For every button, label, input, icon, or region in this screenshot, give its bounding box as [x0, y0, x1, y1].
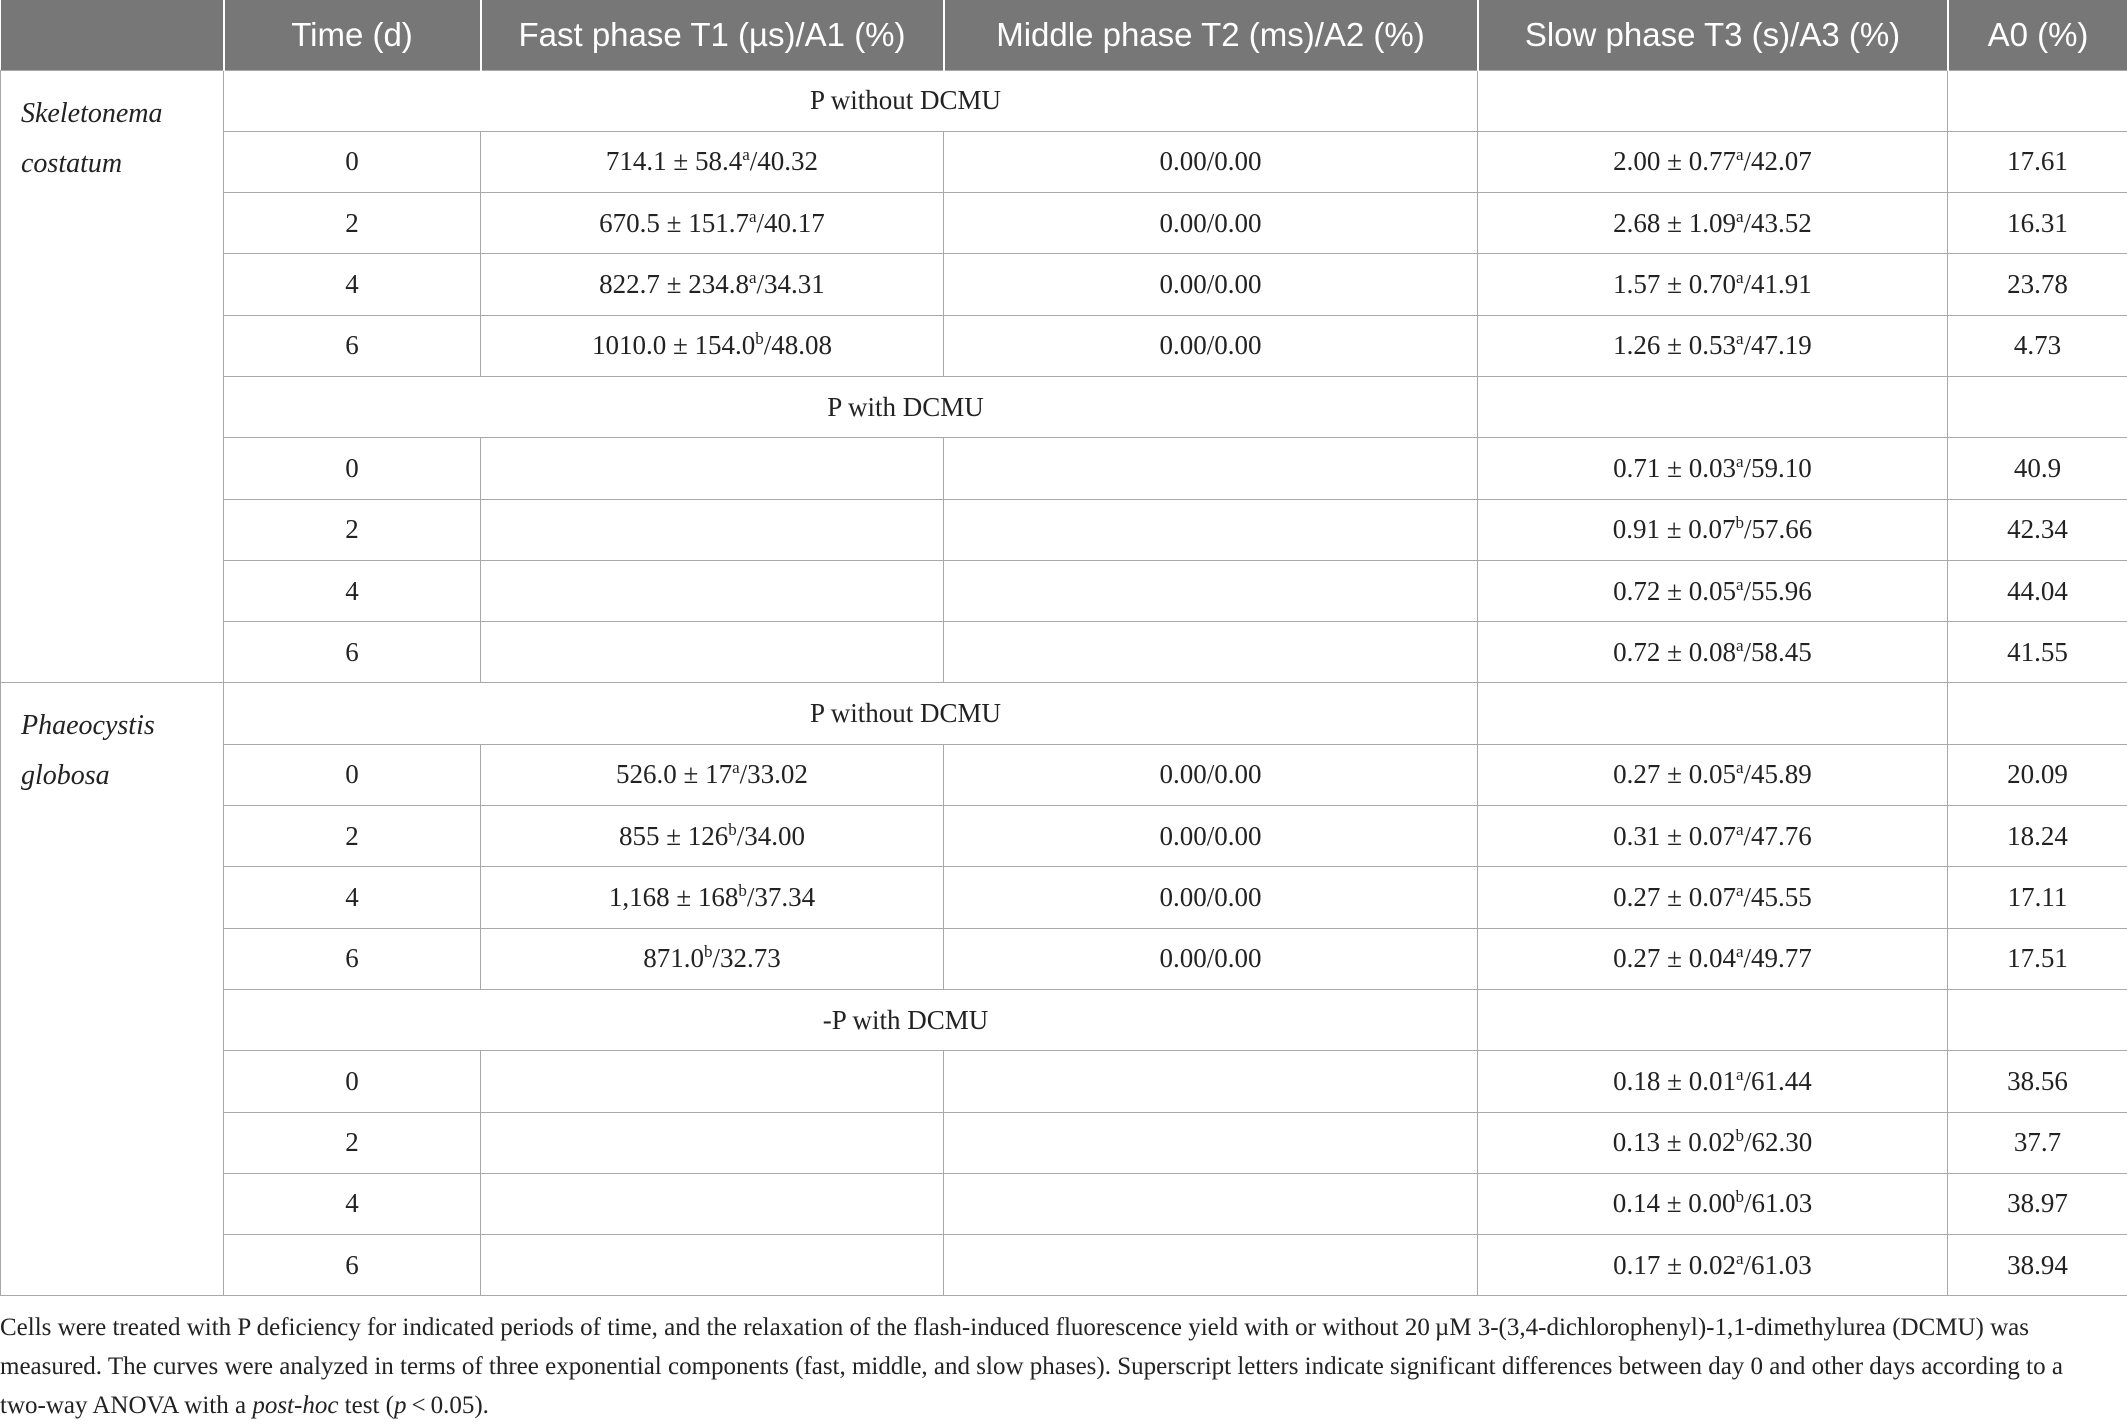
table-row: [1, 1235, 2127, 1296]
header-row: [1, 0, 2127, 70]
group-empty-cell: [1948, 70, 2127, 131]
group-label-cell: [224, 989, 1478, 1050]
slow-phase-cell: [1478, 1112, 1948, 1173]
fast-phase-cell: [481, 315, 944, 376]
slow-phase-cell-percent: /57.66: [1744, 514, 1813, 545]
group-label: P without DCMU: [809, 85, 1002, 116]
a0-cell: 23.78: [1948, 254, 2127, 315]
fast-phase-cell-superscript: a: [749, 268, 757, 288]
slow-phase-cell-percent: /49.77: [1743, 943, 1812, 974]
a0-cell: 37.7: [1948, 1112, 2127, 1173]
time-cell: 4: [224, 560, 481, 621]
slow-phase-cell-percent: /55.96: [1743, 575, 1812, 606]
table-body: [1, 70, 2127, 1296]
slow-phase-cell: [1478, 1051, 1948, 1112]
fast-phase-cell-percent: /37.34: [746, 882, 816, 912]
fast-phase-cell-superscript: b: [755, 329, 764, 349]
time-cell: 6: [224, 928, 481, 989]
slow-phase-cell-percent: /45.55: [1743, 882, 1812, 912]
slow-phase-cell-percent: /59.10: [1743, 452, 1812, 483]
slow-phase-cell-percent: /61.03: [1743, 1249, 1812, 1280]
slow-phase-cell-percent: /62.30: [1744, 1127, 1813, 1158]
table-row: [1, 744, 2127, 805]
group-label-cell: [224, 70, 1478, 131]
group-row: [1, 989, 2127, 1050]
group-label: P without DCMU: [809, 698, 1002, 729]
middle-phase-cell: [944, 622, 1478, 683]
fast-phase-cell: [481, 193, 944, 254]
middle-phase-cell: 0.00/0.00: [944, 744, 1478, 805]
slow-phase-cell: [1478, 315, 1948, 376]
fast-phase-cell: [481, 806, 944, 867]
a0-cell: 17.11: [1948, 867, 2127, 928]
slow-phase-cell-value: 2.00 ± 0.77: [1613, 146, 1736, 177]
a0-cell: 17.61: [1948, 131, 2127, 192]
time-cell: 0: [224, 438, 481, 499]
a0-cell: 20.09: [1948, 744, 2127, 805]
slow-phase-cell: [1478, 254, 1948, 315]
group-empty-cell: [1948, 376, 2127, 437]
fast-phase-cell-value: 871.0: [643, 943, 704, 974]
slow-phase-cell-superscript: a: [1736, 1248, 1744, 1268]
a0-cell: 38.97: [1948, 1173, 2127, 1234]
slow-phase-cell-superscript: a: [1736, 329, 1744, 349]
fast-phase-cell-superscript: a: [732, 758, 740, 778]
fast-phase-cell: [481, 744, 944, 805]
slow-phase-cell-value: 0.72 ± 0.05: [1613, 575, 1736, 606]
header-fast-phase: Fast phase T1 (µs)/A1 (%): [481, 0, 944, 70]
time-cell: 0: [224, 131, 481, 192]
group-label-cell: [224, 376, 1478, 437]
table-row: [1, 806, 2127, 867]
table-row: [1, 1173, 2127, 1234]
fast-phase-cell-superscript: a: [749, 206, 757, 226]
fast-phase-cell-superscript: b: [728, 819, 737, 839]
slow-phase-cell-superscript: b: [1735, 1126, 1745, 1146]
fast-phase-cell-value: 714.1 ± 58.4: [605, 146, 743, 177]
fast-phase-cell: [481, 622, 944, 683]
species-name-line1: Skeletonema: [21, 97, 163, 129]
middle-phase-cell: [944, 438, 1478, 499]
fast-phase-cell: [481, 560, 944, 621]
slow-phase-cell-superscript: b: [1735, 513, 1745, 533]
group-row: [1, 70, 2127, 131]
group-empty-cell: [1478, 376, 1948, 437]
fast-phase-cell-value: 670.5 ± 151.7: [599, 207, 749, 238]
group-row: [1, 376, 2127, 437]
time-cell: 6: [224, 315, 481, 376]
fast-phase-cell-value: 822.7 ± 234.8: [599, 269, 749, 300]
slow-phase-cell-superscript: a: [1736, 145, 1744, 165]
slow-phase-cell-value: 0.27 ± 0.05: [1613, 759, 1736, 790]
table-row: [1, 867, 2127, 928]
middle-phase-cell: 0.00/0.00: [944, 806, 1478, 867]
slow-phase-cell-value: 0.17 ± 0.02: [1613, 1249, 1736, 1280]
time-cell: 0: [224, 1051, 481, 1112]
table-row: [1, 1112, 2127, 1173]
slow-phase-cell-superscript: a: [1736, 574, 1744, 594]
slow-phase-cell: [1478, 1173, 1948, 1234]
table-row: [1, 438, 2127, 499]
slow-phase-cell-value: 0.14 ± 0.00: [1612, 1188, 1736, 1219]
slow-phase-cell-value: 0.31 ± 0.07: [1613, 820, 1736, 851]
slow-phase-cell-superscript: a: [1736, 758, 1744, 778]
slow-phase-cell-percent: /41.91: [1743, 269, 1812, 300]
fast-phase-cell: [481, 1235, 944, 1296]
middle-phase-cell: 0.00/0.00: [944, 254, 1478, 315]
fast-phase-cell-percent: /34.31: [756, 269, 825, 300]
time-cell: 2: [224, 193, 481, 254]
slow-phase-cell: [1478, 438, 1948, 499]
table-header: [1, 0, 2127, 70]
slow-phase-cell-value: 0.91 ± 0.07: [1612, 514, 1736, 545]
fast-phase-cell: [481, 867, 944, 928]
table-row: [1, 315, 2127, 376]
a0-cell: 4.73: [1948, 315, 2127, 376]
a0-cell: 44.04: [1948, 560, 2127, 621]
middle-phase-cell: [944, 560, 1478, 621]
table-row: [1, 1051, 2127, 1112]
table-row: [1, 560, 2127, 621]
species-name-line2: costatum: [21, 147, 123, 179]
group-row: [1, 683, 2127, 744]
middle-phase-cell: [944, 1235, 1478, 1296]
slow-phase-cell-percent: /61.44: [1743, 1065, 1812, 1096]
header-a0: A0 (%): [1948, 0, 2127, 70]
a0-cell: 40.9: [1948, 438, 2127, 499]
fast-phase-cell-superscript: b: [703, 942, 713, 962]
a0-cell: 42.34: [1948, 499, 2127, 560]
fast-phase-cell-percent: /48.08: [763, 330, 833, 361]
slow-phase-cell-superscript: b: [1735, 1187, 1745, 1207]
slow-phase-cell-value: 2.68 ± 1.09: [1613, 207, 1736, 238]
slow-phase-cell-percent: /58.45: [1743, 636, 1812, 667]
slow-phase-cell: [1478, 499, 1948, 560]
slow-phase-cell: [1478, 744, 1948, 805]
fast-phase-cell: [481, 131, 944, 192]
middle-phase-cell: [944, 1173, 1478, 1234]
a0-cell: 17.51: [1948, 928, 2127, 989]
fast-phase-cell-percent: /34.00: [736, 820, 806, 851]
slow-phase-cell: [1478, 193, 1948, 254]
time-cell: 4: [224, 867, 481, 928]
species-name: [1, 683, 224, 1296]
slow-phase-cell-superscript: a: [1736, 819, 1744, 839]
slow-phase-cell-superscript: a: [1736, 268, 1744, 288]
slow-phase-cell-value: 0.13 ± 0.02: [1612, 1127, 1736, 1158]
fast-phase-cell-percent: /33.02: [739, 759, 808, 790]
slow-phase-cell-value: 1.57 ± 0.70: [1613, 269, 1736, 300]
footnote-text-2: test (: [338, 1392, 394, 1419]
a0-cell: 41.55: [1948, 622, 2127, 683]
slow-phase-cell-superscript: a: [1736, 881, 1744, 900]
slow-phase-cell: [1478, 622, 1948, 683]
footnote-p: p: [393, 1392, 407, 1419]
slow-phase-cell: [1478, 928, 1948, 989]
header-species: [1, 0, 224, 70]
table-row: [1, 254, 2127, 315]
fast-phase-cell: [481, 928, 944, 989]
slow-phase-cell-superscript: a: [1736, 451, 1744, 471]
slow-phase-cell-percent: /42.07: [1743, 146, 1812, 177]
slow-phase-cell-value: 0.18 ± 0.01: [1613, 1065, 1736, 1096]
fast-phase-cell-value: 526.0 ± 17: [616, 759, 733, 790]
time-cell: 6: [224, 622, 481, 683]
slow-phase-cell-value: 0.72 ± 0.08: [1613, 636, 1736, 667]
slow-phase-cell: [1478, 131, 1948, 192]
slow-phase-cell-superscript: a: [1736, 942, 1744, 962]
group-label: -P with DCMU: [822, 1004, 989, 1035]
table-row: [1, 131, 2127, 192]
fast-phase-cell-percent: /32.73: [712, 943, 781, 974]
fast-phase-cell: [481, 1173, 944, 1234]
time-cell: 2: [224, 499, 481, 560]
slow-phase-cell-superscript: a: [1736, 1064, 1744, 1084]
group-label: P with DCMU: [827, 391, 984, 422]
fast-phase-cell: [481, 1112, 944, 1173]
table-row: [1, 928, 2127, 989]
slow-phase-cell-value: 0.27 ± 0.07: [1613, 882, 1736, 912]
time-cell: 4: [224, 1173, 481, 1234]
a0-cell: 38.94: [1948, 1235, 2127, 1296]
species-name-line1: Phaeocystis: [21, 710, 155, 742]
slow-phase-cell-percent: /61.03: [1744, 1188, 1813, 1219]
slow-phase-cell-superscript: a: [1736, 635, 1744, 655]
slow-phase-cell-percent: /47.76: [1743, 820, 1812, 851]
table-row: [1, 193, 2127, 254]
slow-phase-cell-superscript: a: [1736, 206, 1744, 226]
fast-phase-cell: [481, 438, 944, 499]
fast-phase-cell-percent: /40.17: [756, 207, 825, 238]
time-cell: 4: [224, 254, 481, 315]
fast-phase-cell-value: 1010.0 ± 154.0: [591, 330, 756, 361]
fast-phase-cell: [481, 1051, 944, 1112]
middle-phase-cell: 0.00/0.00: [944, 867, 1478, 928]
slow-phase-cell-percent: /43.52: [1743, 207, 1812, 238]
fast-phase-cell: [481, 254, 944, 315]
table-row: [1, 499, 2127, 560]
fast-phase-cell-superscript: a: [742, 145, 750, 165]
time-cell: 2: [224, 806, 481, 867]
time-cell: 2: [224, 1112, 481, 1173]
a0-cell: 16.31: [1948, 193, 2127, 254]
fast-phase-cell-percent: /40.32: [749, 146, 819, 177]
table-row: [1, 622, 2127, 683]
time-cell: 0: [224, 744, 481, 805]
footnote-text-3: < 0.05).: [406, 1392, 489, 1419]
slow-phase-cell-value: 0.27 ± 0.04: [1613, 943, 1736, 974]
group-empty-cell: [1478, 989, 1948, 1050]
header-time: Time (d): [224, 0, 481, 70]
slow-phase-cell: [1478, 1235, 1948, 1296]
middle-phase-cell: [944, 1051, 1478, 1112]
slow-phase-cell-value: 0.71 ± 0.03: [1613, 452, 1736, 483]
slow-phase-cell-value: 1.26 ± 0.53: [1613, 330, 1736, 361]
fast-phase-cell-superscript: b: [738, 881, 747, 900]
species-name: [1, 70, 224, 683]
table-footnote: [0, 1308, 2110, 1425]
middle-phase-cell: [944, 1112, 1478, 1173]
middle-phase-cell: 0.00/0.00: [944, 928, 1478, 989]
middle-phase-cell: 0.00/0.00: [944, 315, 1478, 376]
group-empty-cell: [1478, 70, 1948, 131]
slow-phase-cell: [1478, 806, 1948, 867]
slow-phase-cell-percent: /45.89: [1743, 759, 1812, 790]
slow-phase-cell-percent: /47.19: [1743, 330, 1812, 361]
species-name-line2: globosa: [21, 760, 110, 792]
footnote-text-1: Cells were treated with P deficiency for indicated periods of time, and the relaxation of the flash-induced fluorescence yield with or without 20 µM 3-(3,4-dichlorophenyl)-1,1-dimethylurea (DCMU) was measured. The curves were analyzed in terms of three exponential components (fast, middle, and slow phases). Superscript letters indicate significant differences between day 0 and other days according to a two-way ANOVA with a: [0, 1314, 2063, 1419]
middle-phase-cell: [944, 499, 1478, 560]
fast-phase-cell-value: 1,168 ± 168: [608, 882, 739, 912]
group-empty-cell: [1948, 989, 2127, 1050]
header-slow-phase: Slow phase T3 (s)/A3 (%): [1478, 0, 1948, 70]
fast-phase-cell: [481, 499, 944, 560]
group-label-cell: [224, 683, 1478, 744]
a0-cell: 38.56: [1948, 1051, 2127, 1112]
middle-phase-cell: 0.00/0.00: [944, 131, 1478, 192]
group-empty-cell: [1478, 683, 1948, 744]
header-middle-phase: Middle phase T2 (ms)/A2 (%): [944, 0, 1478, 70]
time-cell: 6: [224, 1235, 481, 1296]
middle-phase-cell: 0.00/0.00: [944, 193, 1478, 254]
fast-phase-cell-value: 855 ± 126: [618, 820, 729, 851]
a0-cell: 18.24: [1948, 806, 2127, 867]
group-empty-cell: [1948, 683, 2127, 744]
footnote-italic: post-hoc: [252, 1392, 339, 1419]
slow-phase-cell: [1478, 560, 1948, 621]
slow-phase-cell: [1478, 867, 1948, 928]
